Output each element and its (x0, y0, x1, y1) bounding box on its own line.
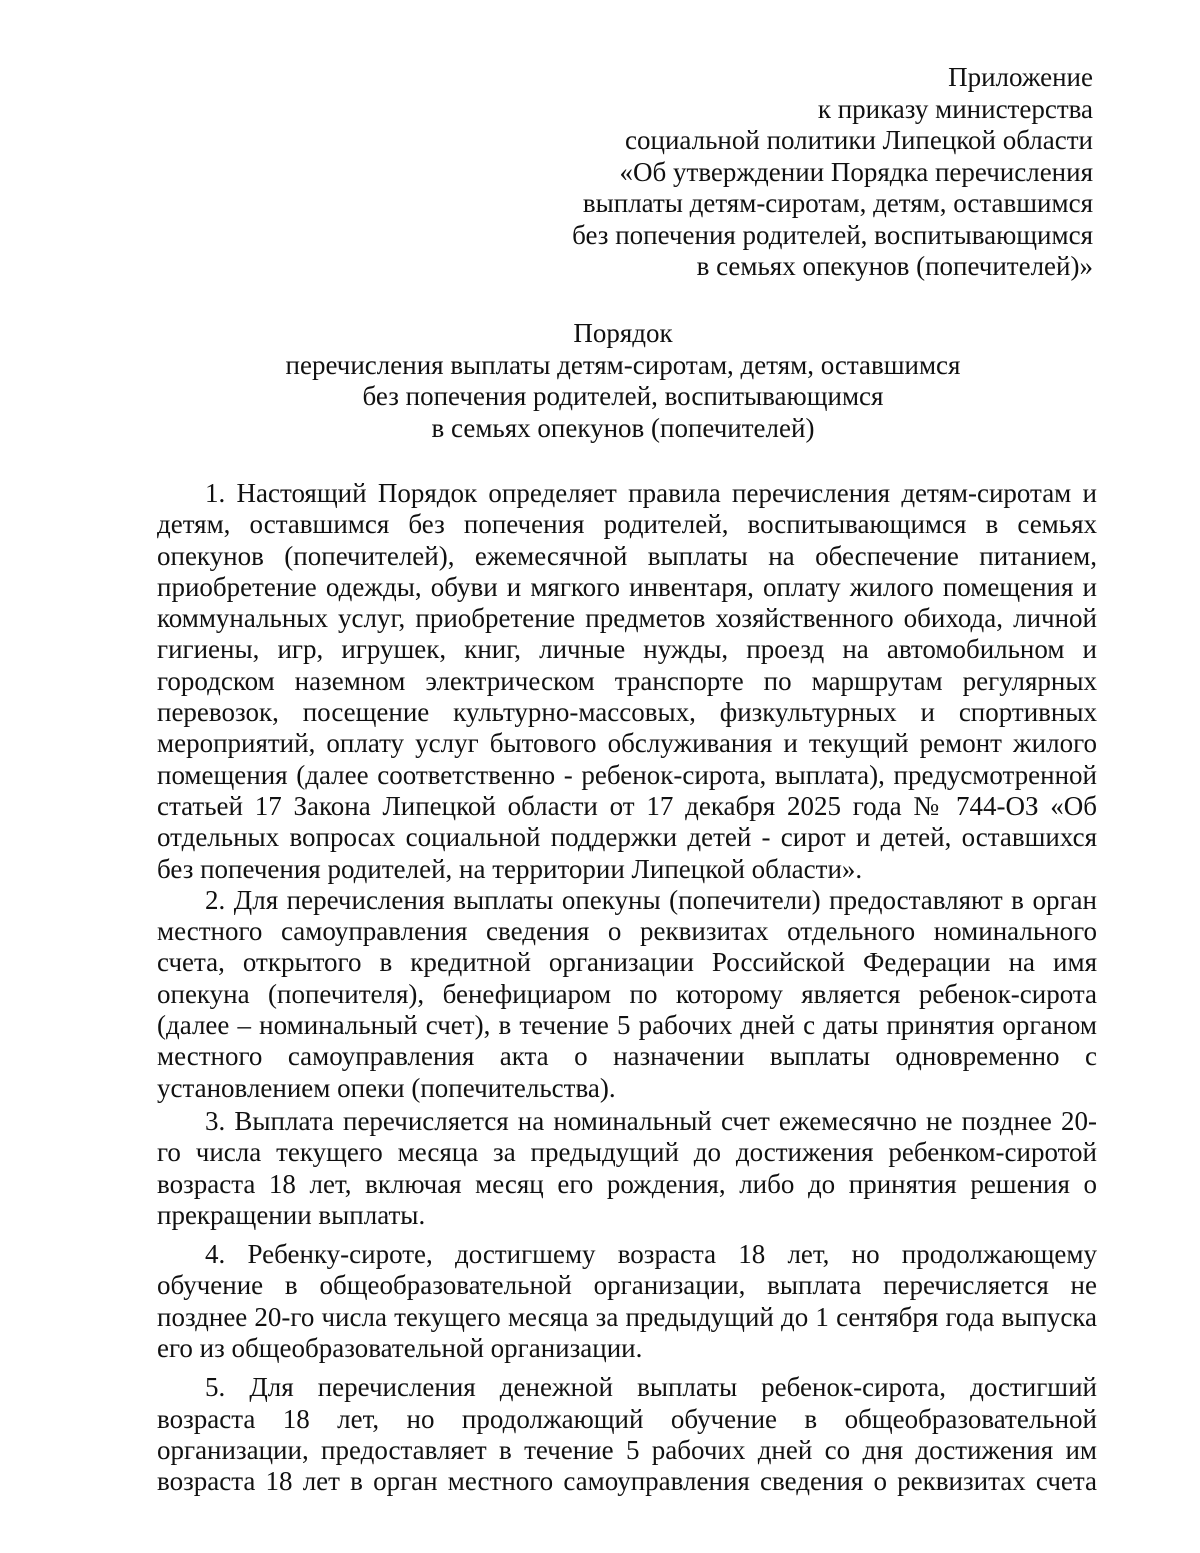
title-line: без попечения родителей, воспитывающимся (362, 381, 884, 411)
paragraph-3: 3. Выплата перечисляется на номинальный счет ежемесячно не позднее 20-го числа текущего месяца за предыдущий до достижения ребенком-сиротой возраста 18 лет, включая месяц его рождения, либо до принятия решения о прекращении выплаты. (157, 1105, 1097, 1230)
appendix-line: к приказу министерства (817, 93, 1093, 124)
appendix-line: выплаты детям-сиротам, детям, оставшимся (582, 188, 1093, 218)
title-line: перечисления выплаты детям-сиротам, детям, оставшимся (285, 349, 961, 380)
paragraph-4: 4. Ребенку-сироте, достигшему возраста 18 лет, но продолжающему обучение в общеобразовательной организации, выплата перечисляется не позднее 20-го числа текущего месяца за предыдущий до 1 сентября года выпуска его из общеобразовательной организации. (157, 1239, 1097, 1364)
appendix-line: «Об утверждении Порядка перечисления (619, 156, 1093, 187)
document-title (160, 318, 1086, 444)
appendix-line: социальной политики Липецкой области (625, 125, 1093, 155)
paragraph-2: 2. Для перечисления выплаты опекуны (попечители) предоставляют в орган местного самоуправления сведения о реквизитах отдельного номинального счета, открытого в кредитной организации Российской Федерации на имя опекуна (попечителя), бенефициаром по которому является ребенок-сирота (далее – номинальный счет), в течение 5 рабочих дней с даты принятия органом местного самоуправления акта о назначении выплаты одновременно с установлением опеки (попечительства). (157, 884, 1097, 1103)
document-body (157, 478, 1097, 1498)
appendix-header (540, 62, 1093, 283)
title-line: в семьях опекунов (попечителей) (431, 412, 815, 443)
paragraph-5: 5. Для перечисления денежной выплаты ребенок-сирота, достигший возраста 18 лет, но продолжающий обучение в общеобразовательной организации, предоставляет в течение 5 рабочих дней со дня достижения им возраста 18 лет в орган местного самоуправления сведения о реквизитах счета (157, 1372, 1097, 1497)
appendix-line: в семьях опекунов (попечителей)» (696, 251, 1093, 281)
paragraph-1: 1. Настоящий Порядок определяет правила перечисления детям-сиротам и детям, оставшимся без попечения родителей, воспитывающимся в семьях опекунов (попечителей), ежемесячной выплаты на обеспечение питанием, приобретение одежды, обуви и мягкого инвентаря, оплату жилого помещения и коммунальных услуг, приобретение предметов хозяйственного обихода, личной гигиены, игр, игрушек, книг, личные нужды, проезд на автомобильном и городском наземном электрическом транспорте по маршрутам регулярных перевозок, посещение культурно-массовых, физкультурных и спортивных мероприятий, оплату услуг бытового обслуживания и текущий ремонт жилого помещения (далее соответственно - ребенок-сирота, выплата), предусмотренной статьей 17 Закона Липецкой области от 17 декабря 2025 года № 744-ОЗ «Об отдельных вопросах социальной поддержки детей - сирот и детей, оставшихся без попечения родителей, на территории Липецкой области». (157, 478, 1097, 884)
appendix-line: без попечения родителей, воспитывающимся (572, 219, 1093, 250)
title-line: Порядок (573, 318, 673, 348)
appendix-line: Приложение (948, 62, 1093, 92)
